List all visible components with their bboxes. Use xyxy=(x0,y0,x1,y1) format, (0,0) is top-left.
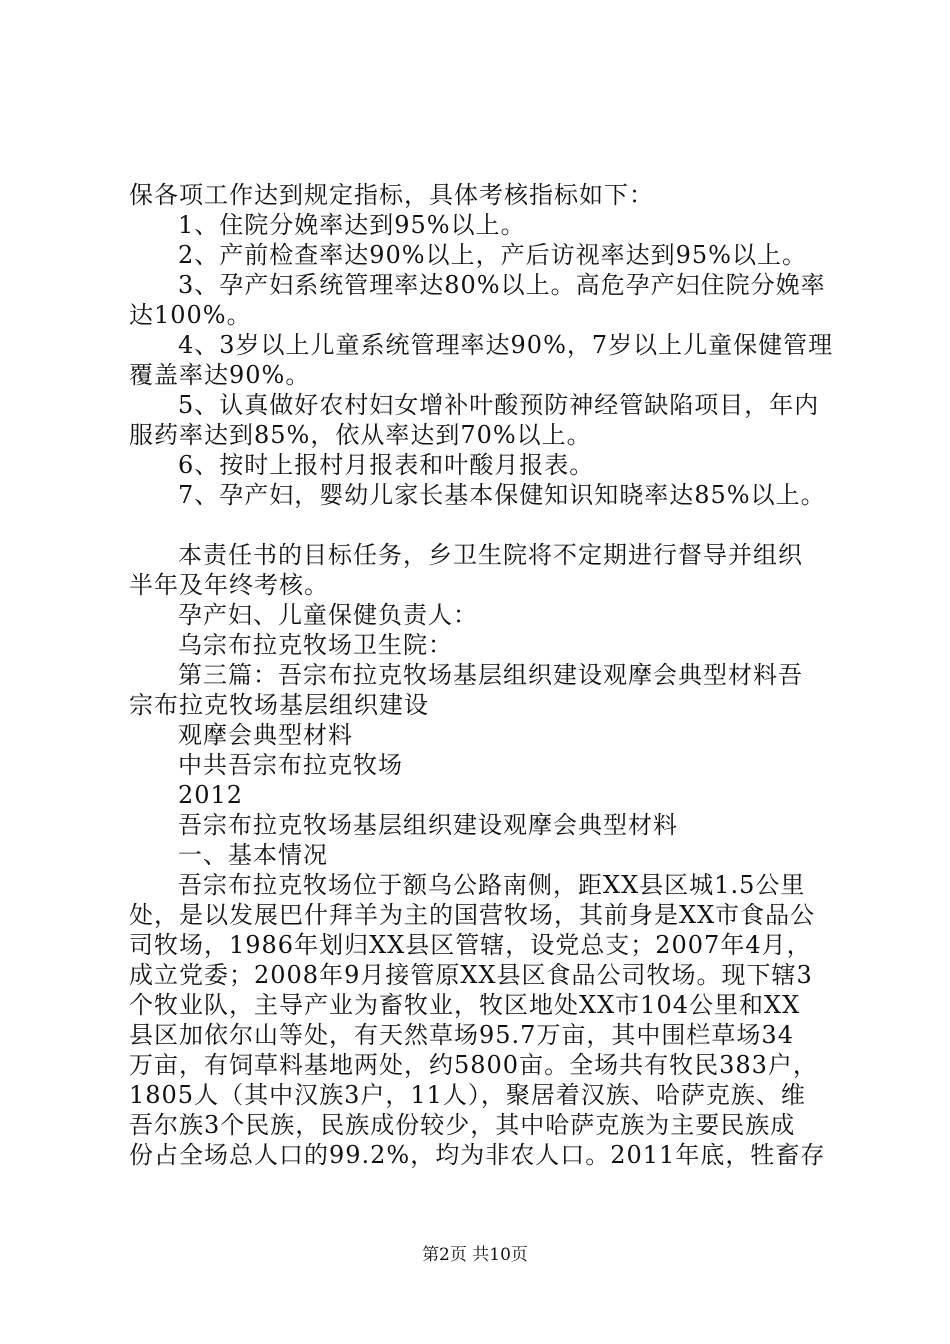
text-line: 6、按时上报村月报表和叶酸月报表。 xyxy=(178,451,595,479)
section-heading: 宗布拉克牧场基层组织建设 xyxy=(129,691,429,719)
text-line: 本责任书的目标任务，乡卫生院将不定期进行督导并组织 xyxy=(178,541,803,569)
text-line: 4、3岁以上儿童系统管理率达90%，7岁以上儿童保健管理 xyxy=(178,331,834,359)
text-line: 个牧业队，主导产业为畜牧业，牧区地处XX市104公里和XX xyxy=(129,991,801,1019)
text-line: 1、住院分娩率达到95%以上。 xyxy=(178,211,526,239)
text-line: 服药率达到85%，依从率达到70%以上。 xyxy=(129,421,592,449)
text-line: 观摩会典型材料 xyxy=(178,721,353,749)
text-line: 处，是以发展巴什拜羊为主的国营牧场，其前身是XX市食品公 xyxy=(129,901,816,929)
text-line: 一、基本情况 xyxy=(178,841,328,869)
text-line: 保各项工作达到规定指标，具体考核指标如下： xyxy=(129,181,654,209)
text-line: 2012 xyxy=(178,781,244,809)
text-line: 份占全场总人口的99.2%，均为非农人口。2011年底，牲畜存 xyxy=(129,1141,826,1169)
text-line: 覆盖率达90%。 xyxy=(129,361,311,389)
text-line: 3、孕产妇系统管理率达80%以上。高危孕产妇住院分娩率 xyxy=(178,271,826,299)
text-line: 2、产前检查率达90%以上，产后访视率达到95%以上。 xyxy=(178,241,807,269)
text-line: 司牧场，1986年划归XX县区管辖，设党总支；2007年4月， xyxy=(129,931,812,959)
text-line: 中共吾宗布拉克牧场 xyxy=(178,751,403,779)
section-heading: 第三篇：吾宗布拉克牧场基层组织建设观摩会典型材料吾 xyxy=(178,661,803,689)
text-line: 吾尔族3个民族，民族成份较少，其中哈萨克族为主要民族成 xyxy=(129,1111,796,1139)
text-line: 县区加依尔山等处，有天然草场95.7万亩，其中围栏草场34 xyxy=(129,1021,794,1049)
text-line: 乌宗布拉克牧场卫生院： xyxy=(178,631,453,659)
text-line: 1805人（其中汉族3户，11人），聚居着汉族、哈萨克族、维 xyxy=(129,1081,806,1109)
text-line: 吾宗布拉克牧场基层组织建设观摩会典型材料 xyxy=(178,811,678,839)
text-line: 5、认真做好农村妇女增补叶酸预防神经管缺陷项目，年内 xyxy=(178,391,820,419)
text-line: 半年及年终考核。 xyxy=(129,571,329,599)
text-line: 万亩，有饲草料基地两处，约5800亩。全场共有牧民383户， xyxy=(129,1051,818,1079)
text-line: 吾宗布拉克牧场位于额乌公路南侧，距XX县区城1.5公里 xyxy=(178,871,806,899)
text-line: 7、孕产妇，婴幼儿家长基本保健知识知晓率达85%以上。 xyxy=(178,481,826,509)
text-line: 成立党委；2008年9月接管原XX县区食品公司牧场。现下辖3 xyxy=(129,961,813,989)
text-line: 孕产妇、儿童保健负责人： xyxy=(178,601,478,629)
page-number-footer: 第2页 共10页 xyxy=(422,1245,528,1265)
text-line: 达100%。 xyxy=(129,301,252,329)
